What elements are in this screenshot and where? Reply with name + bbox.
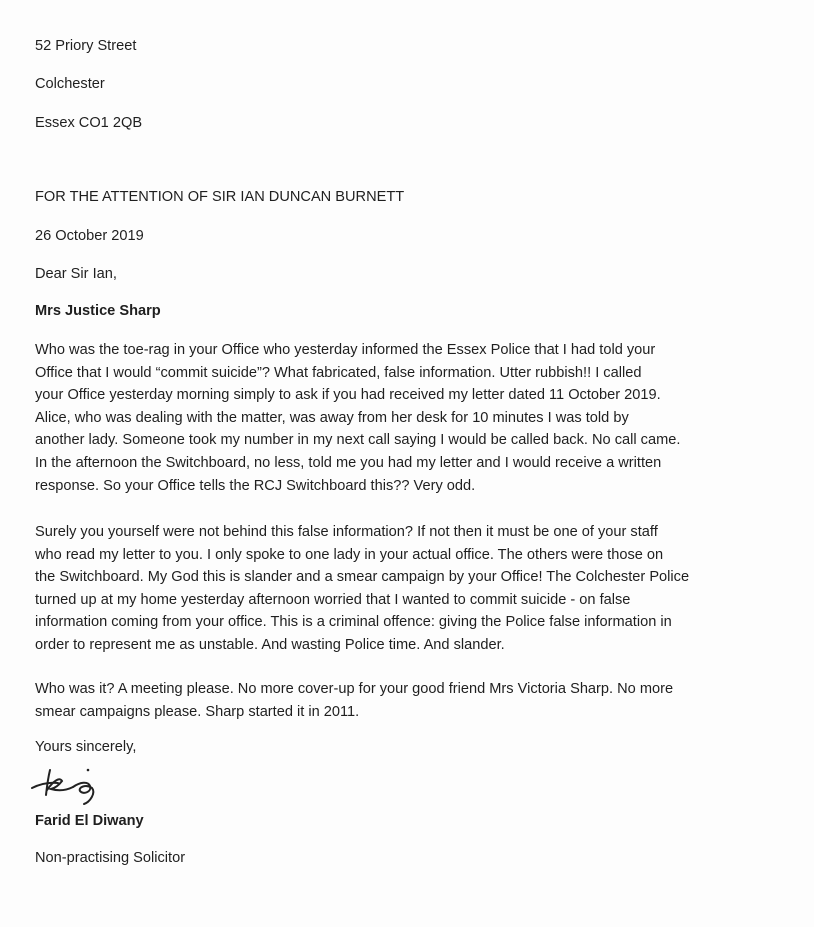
paragraph-line: turned up at my home yesterday afternoon worried that I wanted to commit suicide - on false [35,591,631,608]
signatory-title: Non-practising Solicitor [35,850,186,866]
paragraph-line: Office that I would “commit suicide”? What fabricated, false information. Utter rubbish!! I called [35,364,642,381]
body-paragraph-3 [35,678,795,723]
subject-line: Mrs Justice Sharp [35,303,161,319]
paragraph-line: Surely you yourself were not behind this false information? If not then it must be one of your staff [35,524,658,540]
paragraph-line: Alice, who was dealing with the matter, was away from her desk for 10 minutes I was told by [35,409,629,426]
paragraph-line: In the afternoon the Switchboard, no less, told me you had my letter and I would receive a written [35,454,662,471]
paragraph-line: the Switchboard. My God this is slander and a smear campaign by your Office! The Colchester Police [35,569,690,586]
signatory-name: Farid El Diwany [35,813,144,829]
body-paragraph-1 [35,339,795,497]
address-city: Colchester [35,76,105,92]
attention-line: FOR THE ATTENTION OF SIR IAN DUNCAN BURNETT [35,189,405,205]
paragraph-line: Who was it? A meeting please. No more cover-up for your good friend Mrs Victoria Sharp. No more [35,681,674,697]
paragraph-line: another lady. Someone took my number in my next call saying I would be called back. No call came. [35,432,681,449]
paragraph-line: who read my letter to you. I only spoke to one lady in your actual office. The others were those on [35,546,664,563]
paragraph-line: order to represent me as unstable. And wasting Police time. And slander. [35,636,505,653]
closing-line: Yours sincerely, [35,739,137,755]
handwritten-signature [28,762,118,808]
letter-date: 26 October 2019 [35,228,144,244]
address-county-postcode: Essex CO1 2QB [35,115,143,131]
salutation: Dear Sir Ian, [35,266,117,282]
paragraph-line: information coming from your office. This is a criminal offence: giving the Police false information in [35,614,672,631]
address-street: 52 Priory Street [35,38,137,54]
paragraph-line: smear campaigns please. Sharp started it in 2011. [35,703,360,720]
body-paragraph-2 [35,521,795,657]
paragraph-line: Who was the toe-rag in your Office who yesterday informed the Essex Police that I had told your [35,342,656,358]
paragraph-line: response. So your Office tells the RCJ Switchboard this?? Very odd. [35,477,476,494]
paragraph-line: your Office yesterday morning simply to ask if you had received my letter dated 11 October 2019. [35,387,661,404]
